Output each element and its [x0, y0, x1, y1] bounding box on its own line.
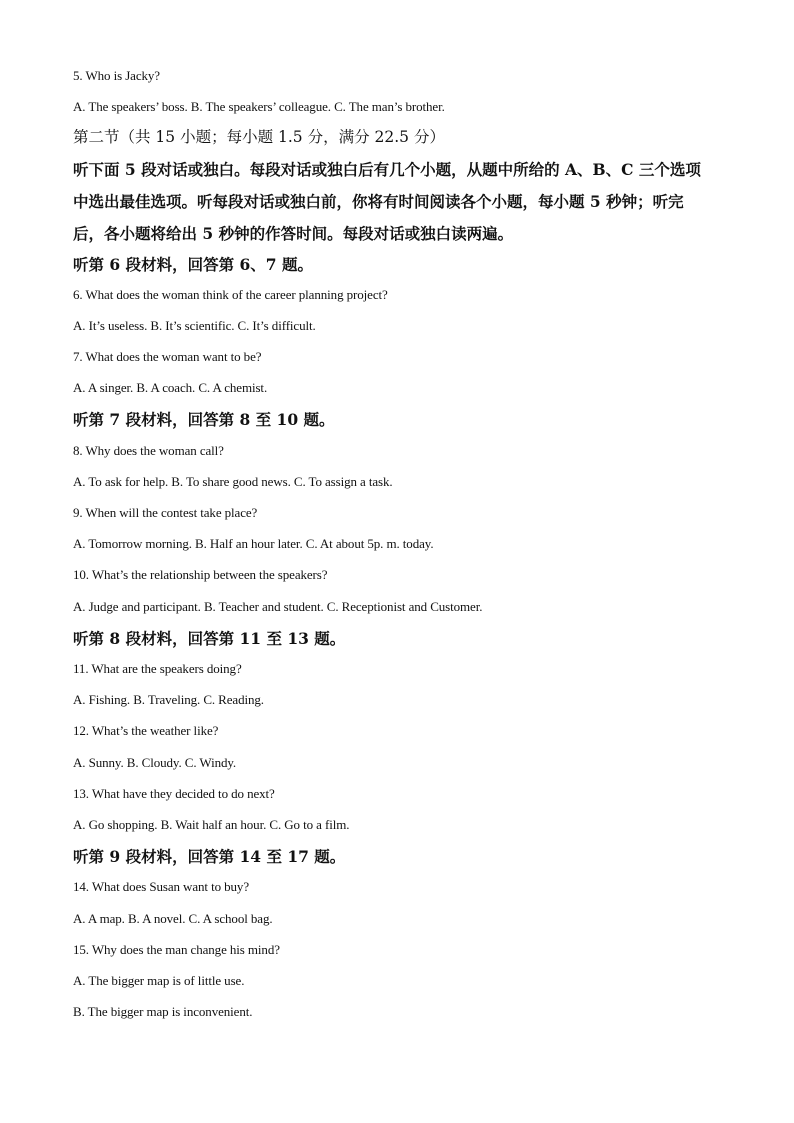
material-9-heading: 听第 9 段材料，回答第 14 至 17 题。 [73, 847, 346, 866]
options-12: A. Sunny. B. Cloudy. C. Windy. [73, 755, 237, 770]
question-6: 6. What does the woman think of the career planning project? [73, 287, 388, 302]
instructions-line-3: 后，各小题将给出 5 秒钟的作答时间。每段对话或独白读两遍。 [73, 224, 514, 243]
question-9: 9. When will the contest take place? [73, 505, 258, 520]
question-12: 12. What’s the weather like? [73, 723, 219, 738]
options-13: A. Go shopping. B. Wait half an hour. C. Go to a film. [73, 817, 350, 832]
question-10: 10. What’s the relationship between the speakers? [73, 567, 328, 582]
material-7-heading: 听第 7 段材料，回答第 8 至 10 题。 [73, 410, 335, 429]
instructions-line-2: 中选出最佳选项。听每段对话或独白前，你将有时间阅读各个小题，每小题 5 秒钟；听完 [73, 192, 684, 211]
options-5: A. The speakers’ boss. B. The speakers’ colleague. C. The man’s brother. [73, 99, 445, 114]
question-15: 15. Why does the man change his mind? [73, 942, 280, 957]
question-14: 14. What does Susan want to buy? [73, 879, 250, 894]
material-6-heading: 听第 6 段材料，回答第 6、7 题。 [73, 255, 313, 274]
options-11: A. Fishing. B. Traveling. C. Reading. [73, 692, 264, 707]
options-8: A. To ask for help. B. To share good news. C. To assign a task. [73, 474, 393, 489]
option-15-b: B. The bigger map is inconvenient. [73, 1004, 253, 1019]
question-5: 5. Who is Jacky? [73, 68, 160, 83]
options-14: A. A map. B. A novel. C. A school bag. [73, 911, 273, 926]
options-7: A. A singer. B. A coach. C. A chemist. [73, 380, 268, 395]
question-8: 8. Why does the woman call? [73, 443, 224, 458]
options-6: A. It’s useless. B. It’s scientific. C. It’s difficult. [73, 318, 316, 333]
question-7: 7. What does the woman want to be? [73, 349, 262, 364]
question-13: 13. What have they decided to do next? [73, 786, 275, 801]
option-15-a: A. The bigger map is of little use. [73, 973, 245, 988]
instructions-line-1: 听下面 5 段对话或独白。每段对话或独白后有几个小题，从题中所给的 A、B、C 三个选项 [73, 160, 701, 179]
question-11: 11. What are the speakers doing? [73, 661, 242, 676]
options-10: A. Judge and participant. B. Teacher and student. C. Receptionist and Customer. [73, 599, 483, 614]
section-2-heading: 第二节（共 15 小题；每小题 1.5 分，满分 22.5 分） [73, 128, 445, 146]
options-9: A. Tomorrow morning. B. Half an hour later. C. At about 5p. m. today. [73, 536, 434, 551]
material-8-heading: 听第 8 段材料，回答第 11 至 13 题。 [73, 629, 346, 648]
